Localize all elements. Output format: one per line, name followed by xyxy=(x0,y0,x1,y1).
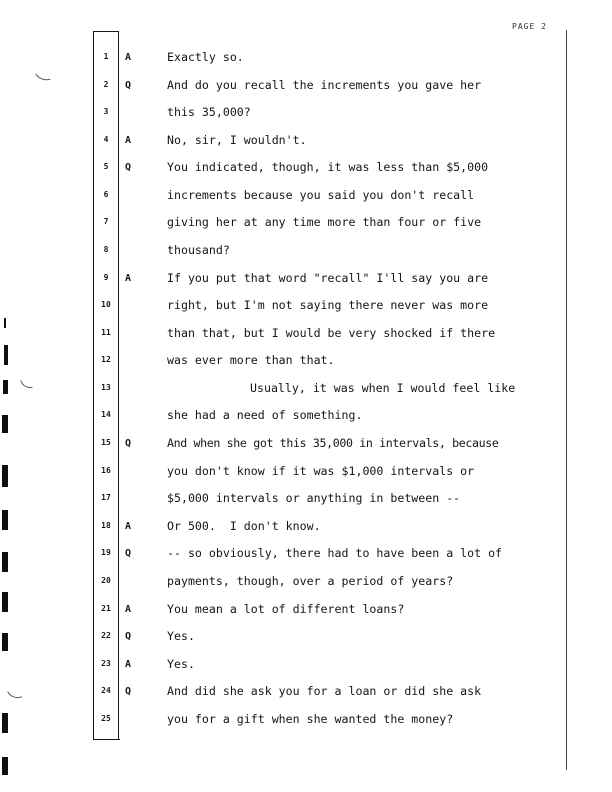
transcript-line: this 35,000? xyxy=(167,105,251,119)
scan-margin-mark xyxy=(3,380,8,394)
line-number: 20 xyxy=(101,576,111,585)
line-number: 2 xyxy=(103,80,109,89)
transcript-line: Or 500. I don't know. xyxy=(167,519,321,533)
speaker-label: Q xyxy=(125,686,132,697)
transcript-line: -- so obviously, there had to have been a lot of xyxy=(167,546,503,560)
transcript-line: right, but I'm not saying there never was more xyxy=(167,298,489,312)
scan-arc-mark xyxy=(3,675,31,701)
scan-margin-mark xyxy=(2,415,8,433)
transcript-line: payments, though, over a period of years? xyxy=(167,574,454,588)
transcript-line: And did she ask you for a loan or did she ask xyxy=(167,684,482,698)
line-number: 11 xyxy=(101,328,111,337)
line-number: 10 xyxy=(101,300,111,309)
transcript-line: you don't know if it was $1,000 intervals or xyxy=(167,464,475,478)
transcript-line: $5,000 intervals or anything in between -- xyxy=(167,491,461,505)
transcript-line: You indicated, though, it was less than $5,000 xyxy=(167,160,489,174)
line-number: 12 xyxy=(101,355,111,364)
line-number: 18 xyxy=(101,521,111,530)
transcript-line: If you put that word "recall" I'll say you are xyxy=(167,271,489,285)
transcript-line: Exactly so. xyxy=(167,50,244,64)
line-number: 19 xyxy=(101,548,111,557)
scan-margin-mark xyxy=(2,465,8,487)
scan-margin-mark xyxy=(2,713,8,733)
line-number: 7 xyxy=(103,217,109,226)
line-number: 21 xyxy=(101,604,111,613)
line-number: 25 xyxy=(101,714,111,723)
scan-margin-mark xyxy=(2,510,8,530)
line-number: 1 xyxy=(103,52,109,61)
transcript-line: increments because you said you don't recall xyxy=(167,188,475,202)
speaker-label: A xyxy=(125,521,132,532)
scan-margin-mark xyxy=(4,318,6,328)
scan-margin-mark xyxy=(2,757,8,775)
line-number: 22 xyxy=(101,631,111,640)
scan-margin-mark xyxy=(2,552,8,572)
transcript-line: giving her at any time more than four or five xyxy=(167,215,482,229)
line-number: 3 xyxy=(103,107,109,116)
line-number: 4 xyxy=(103,135,109,144)
speaker-label: A xyxy=(125,135,132,146)
line-number-column-bottom-rule xyxy=(93,739,120,740)
speaker-label: A xyxy=(125,52,132,63)
transcript-line: No, sir, I wouldn't. xyxy=(167,133,307,147)
line-number: 23 xyxy=(101,659,111,668)
speaker-label: A xyxy=(125,604,132,615)
line-number: 5 xyxy=(103,162,109,171)
speaker-label: Q xyxy=(125,162,132,173)
speaker-label: Q xyxy=(125,548,132,559)
speaker-label: Q xyxy=(125,438,132,449)
line-number: 16 xyxy=(101,466,111,475)
speaker-label: A xyxy=(125,659,132,670)
transcript-line: than that, but I would be very shocked if there xyxy=(167,326,496,340)
speaker-label: Q xyxy=(125,80,132,91)
right-margin-rule xyxy=(566,30,567,770)
transcript-line: thousand? xyxy=(167,243,230,257)
line-number: 6 xyxy=(103,190,109,199)
line-number: 15 xyxy=(101,438,111,447)
line-number: 13 xyxy=(101,383,111,392)
line-number: 24 xyxy=(101,686,111,695)
line-number: 9 xyxy=(103,273,109,282)
transcript-line: she had a need of something. xyxy=(167,408,363,422)
transcript-line: You mean a lot of different loans? xyxy=(167,602,405,616)
transcript-line: And do you recall the increments you gave her xyxy=(167,78,482,92)
speaker-label: A xyxy=(125,273,132,284)
transcript-line: Usually, it was when I would feel like xyxy=(250,381,516,395)
scan-margin-mark xyxy=(2,633,8,651)
transcript-line: Yes. xyxy=(167,629,195,643)
line-number: 14 xyxy=(101,410,111,419)
scan-arc-mark xyxy=(32,59,59,83)
transcript-line: Yes. xyxy=(167,657,195,671)
scan-margin-mark xyxy=(2,592,8,612)
scan-margin-mark xyxy=(4,345,8,365)
speaker-label: Q xyxy=(125,631,132,642)
transcript-line: was ever more than that. xyxy=(167,353,335,367)
scan-arc-mark xyxy=(16,364,43,391)
transcript-line: And when she got this 35,000 in intervals, because xyxy=(167,436,499,450)
line-number: 8 xyxy=(103,245,109,254)
transcript-line: you for a gift when she wanted the money? xyxy=(167,712,454,726)
page-number-header: PAGE 2 xyxy=(512,22,547,31)
line-number: 17 xyxy=(101,493,111,502)
